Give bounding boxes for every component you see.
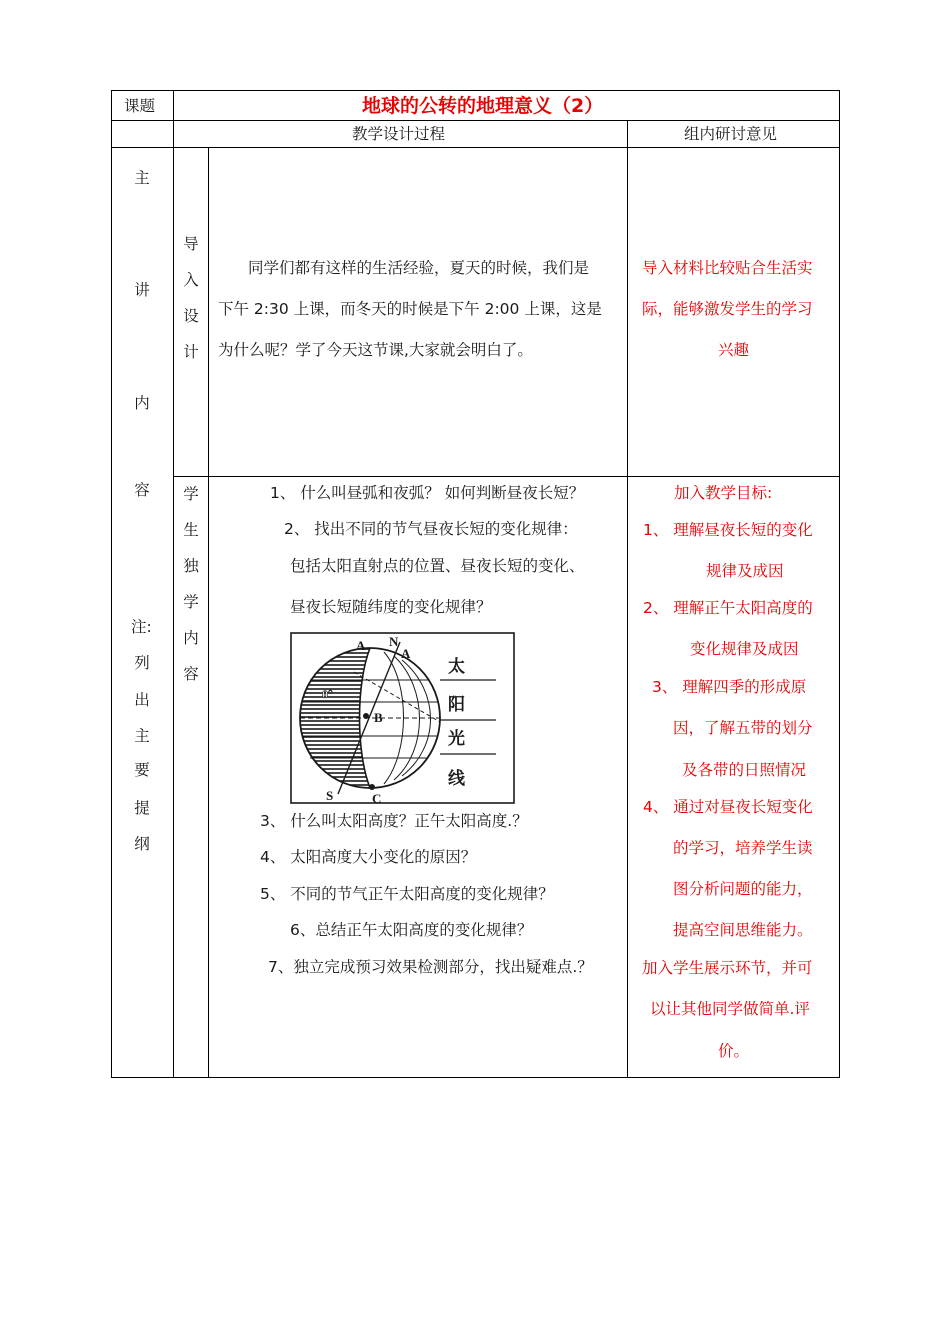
study-item: 2、 找出不同的节气昼夜长短的变化规律：	[284, 520, 578, 538]
study-opinion-line: 2、 理解正午太阳高度的	[643, 599, 813, 617]
sun-rays-char: 线	[448, 769, 465, 789]
intro-opinion-line: 导入材料比较贴合生活实	[642, 259, 813, 277]
study-item: 4、 太阳高度大小变化的原因？	[260, 848, 477, 866]
table-row-divider	[173, 476, 840, 477]
section-label-char: 学	[183, 593, 199, 611]
study-opinion-line: 图分析问题的能力，	[673, 880, 813, 898]
left-char: 主	[134, 727, 150, 745]
label-b: B	[374, 710, 383, 725]
note-label: 注:	[131, 618, 152, 636]
left-char: 提	[134, 799, 150, 817]
section-label-char: 计	[183, 343, 199, 361]
study-opinion-line: 及各带的日照情况	[682, 761, 807, 779]
label-zero-degree: 0°	[322, 687, 333, 701]
column-header-process: 教学设计过程	[352, 125, 446, 143]
intro-line: 同学们都有这样的生活经验，夏天的时候，我们是	[248, 259, 590, 277]
section-label-char: 容	[183, 665, 199, 683]
study-opinion-line: 变化规律及成因	[690, 640, 799, 658]
label-s: S	[326, 788, 334, 803]
page-title: 地球的公转的地理意义（2）	[362, 95, 604, 117]
study-opinion-line: 的学习，培养学生读	[673, 839, 813, 857]
section-label-char: 导	[183, 235, 199, 253]
sun-rays-char: 太	[448, 657, 465, 677]
table-border-bottom	[111, 1077, 840, 1078]
study-opinion-line: 4、 通过对昼夜长短变化	[643, 798, 813, 816]
study-opinion-line: 3、 理解四季的形成原	[652, 678, 807, 696]
left-char: 要	[134, 761, 150, 779]
label-a-left: A	[356, 638, 366, 653]
point-c	[369, 784, 375, 790]
left-char: 主	[134, 169, 150, 187]
earth-illumination-diagram	[290, 632, 515, 804]
intro-line: 为什么呢？学了今天这节课,大家就会明白了。	[218, 341, 533, 359]
section-label-char: 生	[183, 521, 199, 539]
table-row-divider	[111, 147, 840, 148]
table-col-divider	[627, 120, 628, 1078]
sun-rays-char: 阳	[448, 695, 465, 715]
table-col-divider	[208, 147, 209, 1078]
left-char: 讲	[134, 281, 150, 299]
study-item: 包括太阳直射点的位置、昼夜长短的变化、	[290, 557, 585, 575]
section-label-char: 独	[183, 557, 199, 575]
study-opinion-line: 以让其他同学做简单.评	[650, 1000, 810, 1018]
study-item: 5、 不同的节气正午太阳高度的变化规律？	[260, 885, 554, 903]
table-row-divider	[111, 120, 840, 121]
intro-opinion-line: 际，能够激发学生的学习	[642, 300, 813, 318]
left-char: 容	[134, 481, 150, 499]
table-border-right	[839, 90, 840, 1078]
study-item: 3、 什么叫太阳高度？正午太阳高度.？	[260, 812, 528, 830]
label-c: C	[372, 791, 382, 804]
section-label-char: 学	[183, 485, 199, 503]
study-opinion-line: 因，了解五带的划分	[673, 719, 813, 737]
study-opinion-line: 规律及成因	[706, 562, 784, 580]
column-header-opinion: 组内研讨意见	[684, 125, 778, 143]
label-n: N	[389, 634, 399, 649]
point-b	[363, 713, 369, 719]
table-border-top	[111, 90, 840, 91]
study-opinion-line: 提高空间思维能力。	[673, 921, 813, 939]
left-char: 内	[134, 394, 150, 412]
label-a-right: A	[401, 646, 411, 661]
table-border-left	[111, 90, 112, 1078]
study-opinion-line: 价。	[718, 1042, 750, 1060]
intro-opinion-line: 兴趣	[718, 341, 750, 359]
study-item: 7、独立完成预习效果检测部分，找出疑难点.？	[268, 958, 593, 976]
study-opinion-line: 1、 理解昼夜长短的变化	[643, 521, 813, 539]
section-label-char: 内	[183, 629, 199, 647]
study-opinion-line: 加入学生展示环节，并可	[642, 959, 813, 977]
study-item: 6、总结正午太阳高度的变化规律？	[290, 921, 533, 939]
study-opinion-line: 加入教学目标:	[674, 484, 773, 502]
left-char: 纲	[134, 835, 150, 853]
sun-rays-char: 光	[448, 729, 465, 749]
subject-label: 课题	[124, 97, 156, 115]
section-label-char: 入	[183, 271, 199, 289]
left-char: 出	[134, 691, 150, 709]
intro-line: 下午 2:30 上课，而冬天的时候是下午 2:00 上课，这是	[218, 300, 602, 318]
table-col-divider	[173, 90, 174, 1078]
study-item: 昼夜长短随纬度的变化规律？	[290, 598, 492, 616]
section-label-char: 设	[183, 307, 199, 325]
study-item: 1、 什么叫昼弧和夜弧？ 如何判断昼夜长短？	[270, 484, 585, 502]
left-char: 列	[134, 654, 150, 672]
